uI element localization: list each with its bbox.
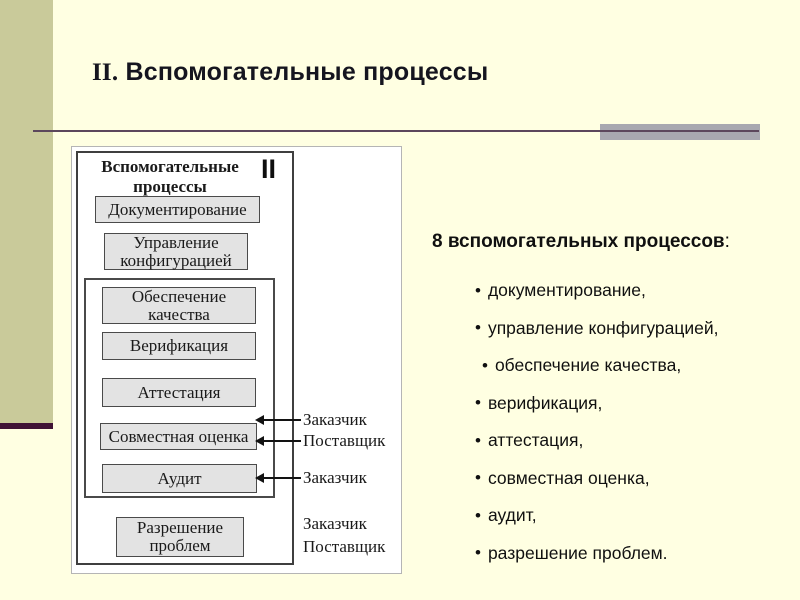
arrow-left-icon (255, 436, 264, 446)
bullet-icon: • (475, 468, 481, 488)
arrow-label-customer: Заказчик (303, 410, 367, 429)
arrow-label-supplier: Поставщик (303, 431, 386, 450)
process-box-label: Аудит (157, 468, 202, 488)
process-box-label: Разрешение проблем (136, 518, 224, 555)
diagram-header: Вспомогательные процессы (101, 157, 239, 196)
bullet-icon: • (475, 543, 481, 563)
list-item-text: обеспечение качества, (494, 355, 682, 376)
process-box-label: Обеспечение качества (131, 286, 227, 324)
process-box-label: Совместная оценка (108, 426, 249, 446)
list-heading-text: 8 вспомогательных процессов (432, 231, 725, 252)
bullet-list (475, 272, 719, 572)
arrow-line (263, 440, 301, 442)
bullet-icon: • (475, 505, 481, 525)
process-box-label: Документирование (108, 199, 247, 219)
arrow-line (263, 477, 301, 479)
process-box-configuration-management (104, 233, 248, 270)
bullet-icon: • (475, 393, 481, 413)
bullet-icon: • (475, 318, 481, 338)
process-box-validation (102, 378, 256, 407)
list-item (475, 535, 719, 573)
diagram-badge: II (261, 154, 277, 184)
list-item (475, 497, 719, 535)
process-box-joint-review (100, 423, 257, 450)
list-item (475, 310, 719, 348)
sidebar-band (0, 0, 53, 423)
arrow-left-icon (255, 473, 264, 483)
list-item-text: управление конфигурацией, (487, 317, 719, 338)
page-title (92, 57, 488, 88)
list-item-text: аттестация, (487, 430, 584, 451)
list-item (475, 385, 719, 423)
bullet-icon: • (475, 280, 481, 300)
list-heading (432, 231, 730, 253)
process-box-verification (102, 332, 256, 360)
list-item (475, 272, 719, 310)
list-item (475, 422, 719, 460)
bullet-icon: • (475, 430, 481, 450)
arrow-left-icon (255, 415, 264, 425)
bullet-icon: • (482, 355, 488, 375)
divider-line (33, 130, 759, 132)
side-label-customer: Заказчик (303, 514, 367, 533)
list-heading-colon: : (724, 231, 730, 252)
list-item-text: аудит, (487, 505, 537, 526)
list-item-text: разрешение проблем. (487, 542, 668, 563)
process-box-label: Верификация (129, 336, 229, 355)
side-label-supplier: Поставщик (303, 537, 386, 556)
process-box-documentation (95, 196, 260, 223)
process-box-audit (102, 464, 257, 493)
list-item (475, 460, 719, 498)
list-item-text: совместная оценка, (487, 467, 650, 488)
arrow-label-customer: Заказчик (303, 468, 367, 487)
title-numeral: II. (92, 59, 119, 86)
process-box-label: Управление конфигурацией (120, 232, 232, 270)
list-item-text: верификация, (487, 392, 603, 413)
arrow-line (263, 419, 301, 421)
process-box-label: Аттестация (137, 382, 221, 402)
process-box-problem-resolution (116, 517, 244, 557)
sidebar-accent-bar (0, 423, 53, 429)
process-box-quality-assurance (102, 287, 256, 324)
title-text: Вспомогательные процессы (118, 58, 489, 86)
divider-highlight-bar (600, 124, 760, 140)
list-item-text: документирование, (487, 280, 646, 301)
list-item (475, 347, 719, 385)
